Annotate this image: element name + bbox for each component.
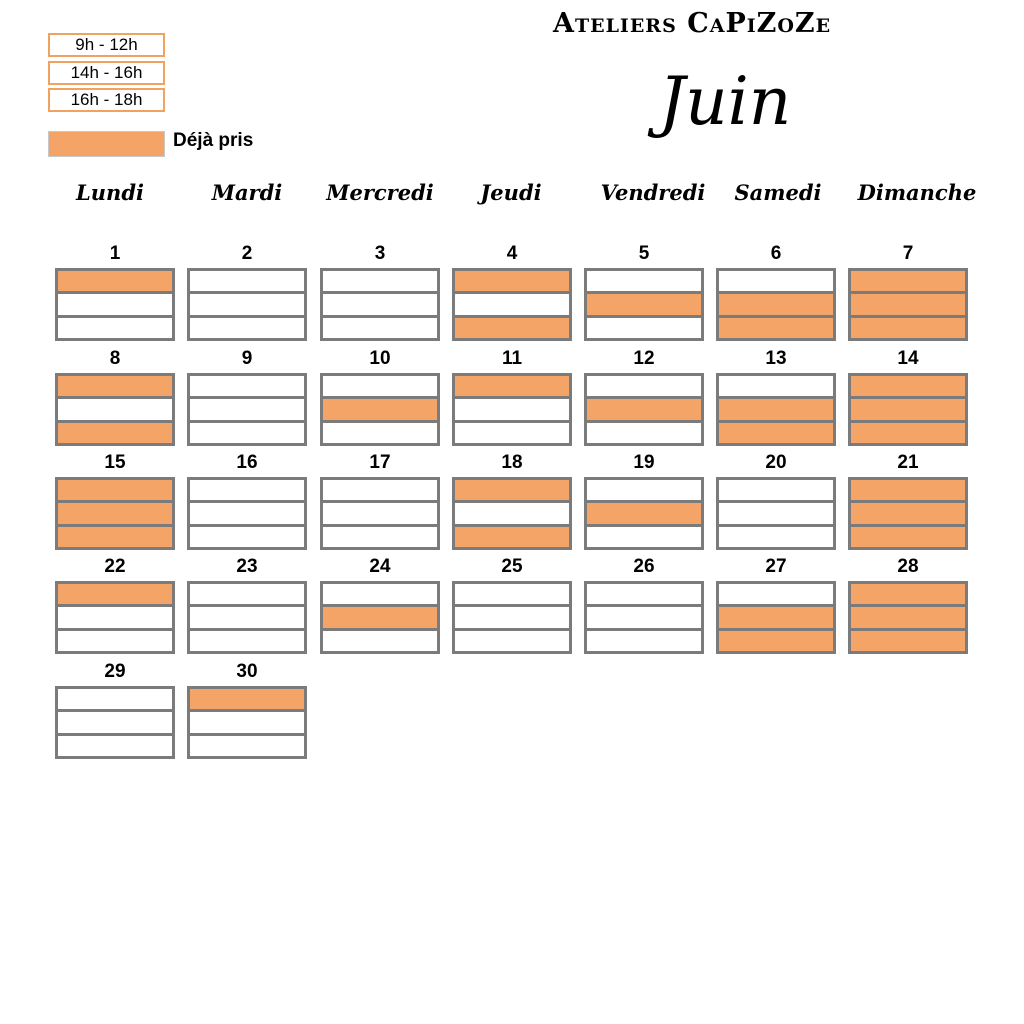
slot-morning-taken[interactable]	[58, 271, 172, 291]
day-slots-6	[716, 268, 836, 341]
day-slots-13	[716, 373, 836, 446]
slot-morning-free[interactable]	[323, 271, 437, 291]
day-number: 18	[501, 452, 523, 473]
weekday-mercredi: Mercredi	[326, 180, 434, 205]
slot-late-afternoon-taken[interactable]	[851, 315, 965, 338]
slot-morning-free[interactable]	[587, 480, 701, 500]
day-number: 19	[633, 452, 655, 473]
legend-taken-swatch	[48, 131, 165, 157]
slot-morning-taken[interactable]	[851, 376, 965, 396]
slot-late-afternoon-free[interactable]	[190, 733, 304, 756]
slot-morning-taken[interactable]	[455, 480, 569, 500]
day-slots-20	[716, 477, 836, 550]
slot-late-afternoon-free[interactable]	[323, 420, 437, 443]
slot-late-afternoon-free[interactable]	[587, 420, 701, 443]
day-slots-24	[320, 581, 440, 654]
day-slots-10	[320, 373, 440, 446]
slot-late-afternoon-free[interactable]	[58, 733, 172, 756]
day-slots-9	[187, 373, 307, 446]
slot-early-afternoon-free[interactable]	[58, 291, 172, 314]
slot-late-afternoon-free[interactable]	[323, 315, 437, 338]
day-number: 2	[241, 243, 253, 264]
slot-late-afternoon-taken[interactable]	[58, 524, 172, 547]
slot-late-afternoon-taken[interactable]	[719, 315, 833, 338]
slot-late-afternoon-free[interactable]	[323, 524, 437, 547]
slot-morning-free[interactable]	[323, 480, 437, 500]
day-slots-18	[452, 477, 572, 550]
slot-late-afternoon-taken[interactable]	[851, 524, 965, 547]
slot-late-afternoon-free[interactable]	[587, 524, 701, 547]
slot-late-afternoon-taken[interactable]	[455, 315, 569, 338]
day-slots-19	[584, 477, 704, 550]
day-slots-22	[55, 581, 175, 654]
weekday-jeudi: Jeudi	[480, 180, 542, 205]
slot-early-afternoon-free[interactable]	[190, 604, 304, 627]
slot-late-afternoon-taken[interactable]	[719, 628, 833, 651]
slot-morning-free[interactable]	[190, 584, 304, 604]
slot-early-afternoon-free[interactable]	[455, 291, 569, 314]
slot-early-afternoon-free[interactable]	[323, 500, 437, 523]
day-number: 5	[638, 243, 650, 264]
slot-morning-taken[interactable]	[190, 689, 304, 709]
slot-early-afternoon-taken[interactable]	[58, 500, 172, 523]
day-number: 23	[236, 556, 258, 577]
slot-early-afternoon-free[interactable]	[455, 500, 569, 523]
day-number: 3	[374, 243, 386, 264]
day-number: 8	[109, 348, 121, 369]
slot-morning-free[interactable]	[190, 271, 304, 291]
day-slots-4	[452, 268, 572, 341]
month-title: Juin	[658, 63, 792, 140]
day-number: 26	[633, 556, 655, 577]
weekday-vendredi: Vendredi	[600, 180, 706, 205]
day-slots-17	[320, 477, 440, 550]
slot-early-afternoon-free[interactable]	[455, 396, 569, 419]
slot-late-afternoon-free[interactable]	[455, 628, 569, 651]
slot-late-afternoon-free[interactable]	[719, 524, 833, 547]
slot-late-afternoon-free[interactable]	[190, 628, 304, 651]
slot-early-afternoon-free[interactable]	[190, 500, 304, 523]
slot-morning-taken[interactable]	[58, 584, 172, 604]
day-number: 30	[236, 661, 258, 682]
slot-early-afternoon-free[interactable]	[719, 500, 833, 523]
slot-late-afternoon-taken[interactable]	[455, 524, 569, 547]
weekday-samedi: Samedi	[734, 180, 822, 205]
slot-morning-taken[interactable]	[455, 376, 569, 396]
day-number: 14	[897, 348, 919, 369]
day-number: 16	[236, 452, 258, 473]
slot-early-afternoon-taken[interactable]	[587, 396, 701, 419]
day-slots-7	[848, 268, 968, 341]
day-number: 20	[765, 452, 787, 473]
slot-morning-taken[interactable]	[455, 271, 569, 291]
legend-taken-label: Déjà pris	[173, 130, 254, 151]
weekday-dimanche: Dimanche	[857, 180, 977, 205]
weekday-lundi: Lundi	[76, 180, 144, 205]
slot-morning-free[interactable]	[323, 584, 437, 604]
day-number: 4	[506, 243, 518, 264]
day-number: 21	[897, 452, 919, 473]
brand-title: Ateliers CaPiZoZe	[553, 8, 832, 39]
day-slots-16	[187, 477, 307, 550]
day-number: 1	[109, 243, 121, 264]
slot-late-afternoon-free[interactable]	[587, 628, 701, 651]
day-slots-23	[187, 581, 307, 654]
slot-morning-free[interactable]	[190, 480, 304, 500]
day-number: 17	[369, 452, 391, 473]
slot-late-afternoon-free[interactable]	[190, 315, 304, 338]
day-number: 24	[369, 556, 391, 577]
day-slots-26	[584, 581, 704, 654]
slot-morning-taken[interactable]	[851, 480, 965, 500]
day-number: 22	[104, 556, 126, 577]
slot-early-afternoon-free[interactable]	[58, 709, 172, 732]
day-slots-27	[716, 581, 836, 654]
slot-morning-free[interactable]	[455, 584, 569, 604]
slot-early-afternoon-taken[interactable]	[323, 396, 437, 419]
legend-slot-morning: 9h - 12h	[48, 33, 165, 57]
slot-late-afternoon-taken[interactable]	[719, 420, 833, 443]
day-slots-8	[55, 373, 175, 446]
slot-early-afternoon-free[interactable]	[455, 604, 569, 627]
day-number: 15	[104, 452, 126, 473]
slot-late-afternoon-free[interactable]	[58, 628, 172, 651]
day-number: 13	[765, 348, 787, 369]
slot-early-afternoon-taken[interactable]	[587, 291, 701, 314]
slot-early-afternoon-free[interactable]	[323, 291, 437, 314]
day-slots-12	[584, 373, 704, 446]
slot-early-afternoon-taken[interactable]	[851, 396, 965, 419]
slot-early-afternoon-taken[interactable]	[719, 604, 833, 627]
day-slots-28	[848, 581, 968, 654]
day-slots-30	[187, 686, 307, 759]
day-slots-5	[584, 268, 704, 341]
slot-late-afternoon-free[interactable]	[455, 420, 569, 443]
day-number: 9	[241, 348, 253, 369]
slot-morning-free[interactable]	[587, 376, 701, 396]
slot-early-afternoon-taken[interactable]	[851, 604, 965, 627]
day-number: 25	[501, 556, 523, 577]
slot-morning-free[interactable]	[587, 584, 701, 604]
slot-morning-taken[interactable]	[851, 584, 965, 604]
slot-late-afternoon-taken[interactable]	[851, 628, 965, 651]
slot-early-afternoon-free[interactable]	[190, 396, 304, 419]
slot-early-afternoon-taken[interactable]	[719, 396, 833, 419]
slot-morning-free[interactable]	[587, 271, 701, 291]
slot-morning-free[interactable]	[58, 689, 172, 709]
slot-late-afternoon-taken[interactable]	[58, 420, 172, 443]
day-number: 7	[902, 243, 914, 264]
day-number: 27	[765, 556, 787, 577]
day-slots-14	[848, 373, 968, 446]
slot-early-afternoon-free[interactable]	[190, 291, 304, 314]
slot-early-afternoon-taken[interactable]	[719, 291, 833, 314]
slot-early-afternoon-free[interactable]	[190, 709, 304, 732]
day-number: 11	[501, 348, 523, 369]
weekday-mardi: Mardi	[211, 180, 283, 205]
slot-early-afternoon-taken[interactable]	[587, 500, 701, 523]
legend-slot-early-afternoon: 14h - 16h	[48, 61, 165, 85]
slot-morning-free[interactable]	[323, 376, 437, 396]
day-slots-29	[55, 686, 175, 759]
day-slots-21	[848, 477, 968, 550]
slot-morning-free[interactable]	[719, 584, 833, 604]
slot-morning-taken[interactable]	[58, 480, 172, 500]
day-number: 12	[633, 348, 655, 369]
day-slots-25	[452, 581, 572, 654]
slot-late-afternoon-free[interactable]	[190, 524, 304, 547]
day-number: 6	[770, 243, 782, 264]
day-slots-11	[452, 373, 572, 446]
slot-early-afternoon-free[interactable]	[58, 396, 172, 419]
slot-late-afternoon-free[interactable]	[323, 628, 437, 651]
slot-morning-taken[interactable]	[58, 376, 172, 396]
day-slots-15	[55, 477, 175, 550]
slot-late-afternoon-free[interactable]	[587, 315, 701, 338]
slot-early-afternoon-taken[interactable]	[323, 604, 437, 627]
slot-early-afternoon-free[interactable]	[587, 604, 701, 627]
slot-morning-free[interactable]	[719, 480, 833, 500]
slot-late-afternoon-free[interactable]	[190, 420, 304, 443]
day-slots-2	[187, 268, 307, 341]
legend-slot-late-afternoon: 16h - 18h	[48, 88, 165, 112]
slot-early-afternoon-taken[interactable]	[851, 291, 965, 314]
day-slots-3	[320, 268, 440, 341]
slot-morning-taken[interactable]	[851, 271, 965, 291]
day-number: 10	[369, 348, 391, 369]
slot-morning-free[interactable]	[719, 376, 833, 396]
day-slots-1	[55, 268, 175, 341]
slot-morning-free[interactable]	[719, 271, 833, 291]
slot-late-afternoon-free[interactable]	[58, 315, 172, 338]
slot-early-afternoon-free[interactable]	[58, 604, 172, 627]
slot-morning-free[interactable]	[190, 376, 304, 396]
slot-late-afternoon-taken[interactable]	[851, 420, 965, 443]
slot-early-afternoon-taken[interactable]	[851, 500, 965, 523]
day-number: 28	[897, 556, 919, 577]
day-number: 29	[104, 661, 126, 682]
